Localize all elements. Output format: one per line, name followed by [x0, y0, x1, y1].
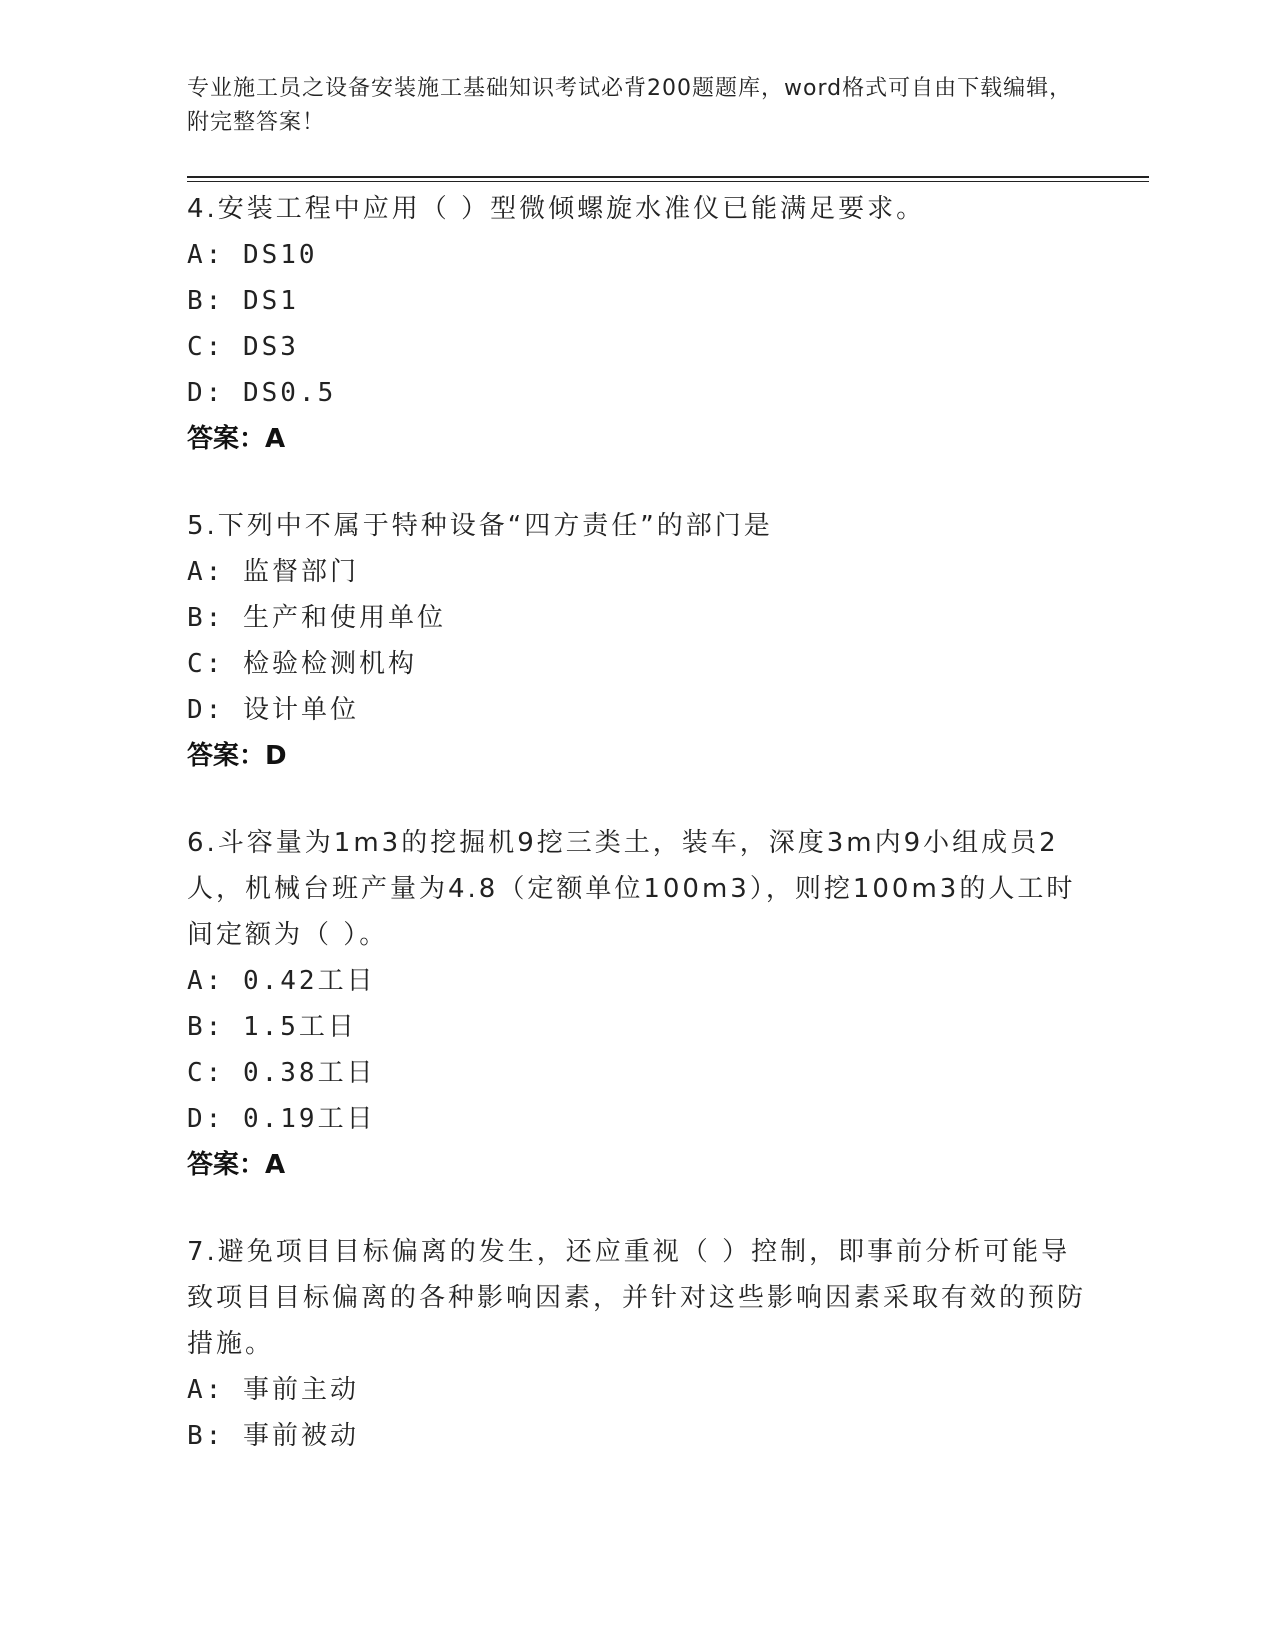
option-a: A: 事前主动 [187, 1375, 359, 1405]
question-list [187, 186, 1087, 1500]
question-stem: 7.避免项目目标偏离的发生，还应重视（ ）控制，即事前分析可能导致项目目标偏离的各种影响因素，并针对这些影响因素采取有效的预防措施。 [187, 1237, 1087, 1359]
option-a: A: 0.42工日 [187, 966, 376, 996]
option-d: D: 0.19工日 [187, 1104, 376, 1134]
question-stem: 6.斗容量为1m3的挖掘机9挖三类土，装车，深度3m内9小组成员2人，机械台班产量为4.8（定额单位100m3），则挖100m3的人工时间定额为（ ）。 [187, 828, 1076, 950]
option-d: D: DS0.5 [187, 378, 337, 408]
answer: 答案：A [187, 1150, 286, 1180]
answer: 答案：A [187, 424, 286, 454]
question-item [187, 1229, 1087, 1459]
option-c: C: 0.38工日 [187, 1058, 376, 1088]
document-title: 专业施工员之设备安装施工基础知识考试必背200题题库，word格式可自由下载编辑，附完整答案！ [187, 76, 1073, 135]
option-a: A: 监督部门 [187, 557, 359, 587]
question-item [187, 820, 1087, 1188]
option-b: B: 生产和使用单位 [187, 603, 446, 633]
answer: 答案：D [187, 741, 287, 771]
option-d: D: 设计单位 [187, 695, 359, 725]
question-stem: 4.安装工程中应用（ ）型微倾螺旋水准仪已能满足要求。 [187, 194, 926, 224]
header-divider [187, 176, 1149, 178]
option-c: C: DS3 [187, 332, 299, 362]
option-c: C: 检验检测机构 [187, 649, 417, 679]
header-divider-thin [187, 181, 1149, 182]
option-b: B: 事前被动 [187, 1421, 359, 1451]
question-item [187, 503, 1087, 779]
option-a: A: DS10 [187, 240, 318, 270]
question-stem: 5.下列中不属于特种设备“四方责任”的部门是 [187, 511, 773, 541]
question-item [187, 186, 1087, 462]
option-b: B: DS1 [187, 286, 299, 316]
option-b: B: 1.5工日 [187, 1012, 357, 1042]
